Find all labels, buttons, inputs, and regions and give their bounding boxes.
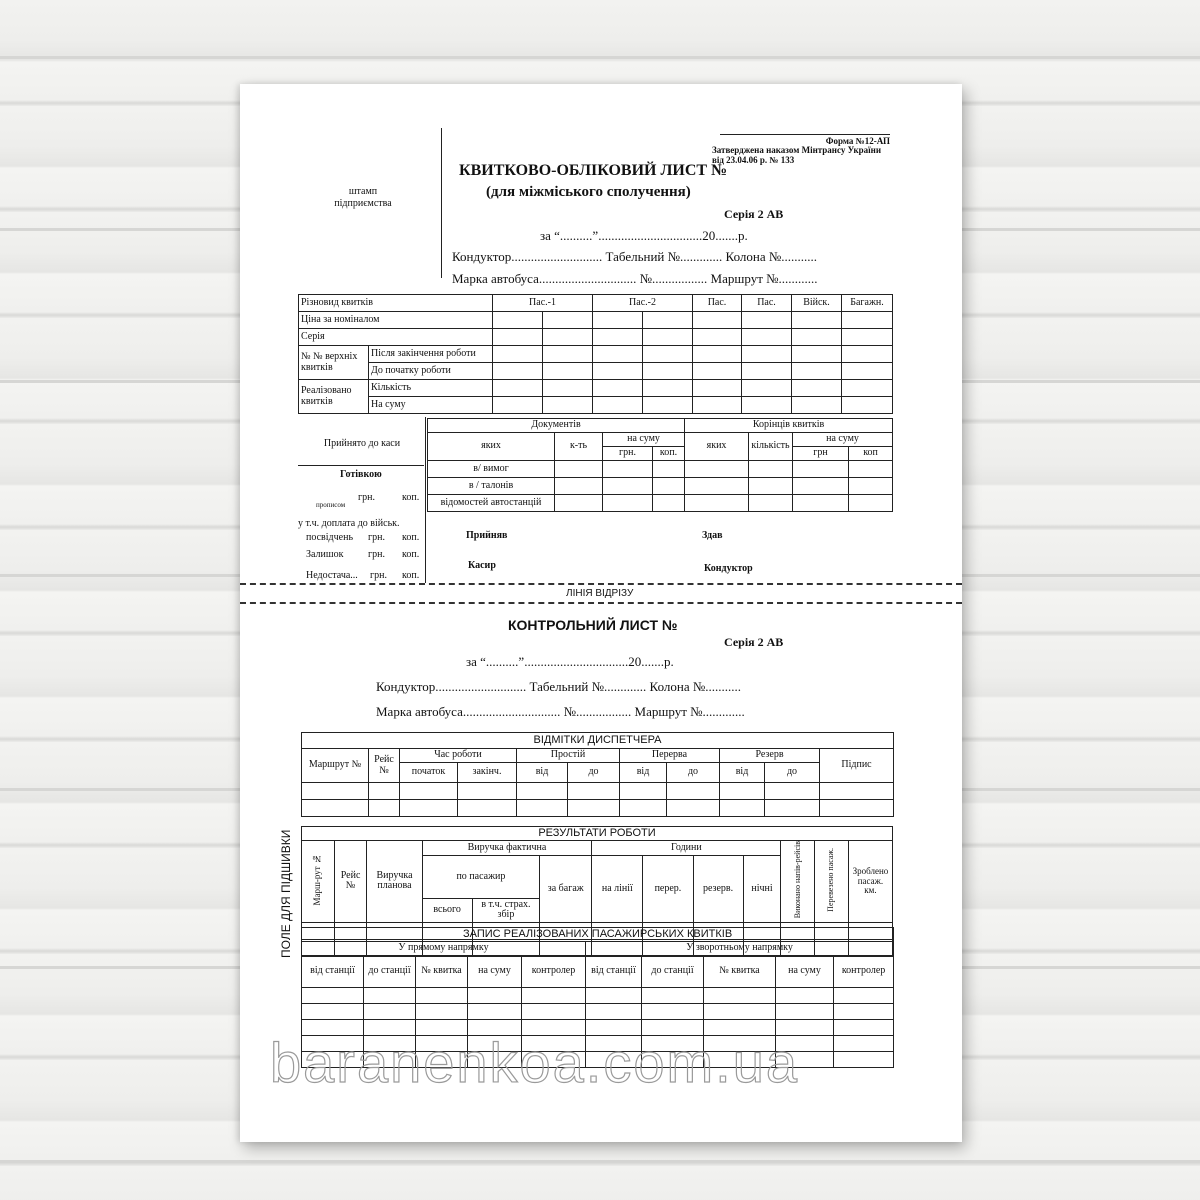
res-on-line: на лінії (592, 856, 643, 923)
cash-vertical (425, 417, 426, 583)
sum-label: На суму (369, 397, 493, 414)
col-pas-2: Пас. (742, 295, 792, 312)
res-breaks: перер. (643, 856, 693, 923)
disp-idle-to: до (568, 763, 620, 783)
kop-label: коп. (402, 492, 420, 503)
shortage-kop: коп. (402, 570, 420, 581)
ticket-kind-label: Різновид квитків (299, 295, 493, 312)
certs-kop: коп. (402, 532, 420, 543)
cut-line-bottom (240, 602, 962, 604)
shortage-label: Недостача... (306, 570, 358, 581)
after-work-label: Після закінчення роботи (369, 346, 493, 363)
back-sum: на суму (776, 956, 834, 988)
conductor-line: Кондуктор............................ Табельний №............. Колона №........... (452, 249, 818, 264)
disp-idle: Простій (517, 749, 620, 763)
stamp-label (318, 186, 408, 210)
back-ticket: № квитка (704, 956, 776, 988)
res-actual: Виручка фактична (422, 841, 592, 856)
res-hours: Години (592, 841, 781, 856)
doc-grn: грн. (603, 447, 653, 461)
binding-field-label: ПОЛЕ ДЛЯ ПІДШИВКИ (279, 829, 293, 958)
remainder-kop: коп. (402, 549, 420, 560)
sold-forward: У прямому напрямку (302, 942, 586, 956)
approved-date: від 23.04.06 р. № 133 (712, 155, 795, 165)
before-work-label: До початку роботи (369, 363, 493, 380)
cashier-label: Касир (468, 560, 496, 571)
control-date-line: за “..........”................................20.......р. (466, 654, 674, 669)
res-night: нічні (743, 856, 781, 923)
back-to: до станції (642, 956, 704, 988)
col-pas2: Пас.-2 (593, 295, 693, 312)
disp-work-time: Час роботи (400, 749, 517, 763)
stub-which: яких (685, 433, 749, 461)
disp-end: закінч. (458, 763, 517, 783)
doc-kop: коп. (653, 447, 685, 461)
certs-label: посвідчень (306, 532, 354, 543)
words-label: прописом (316, 501, 346, 509)
res-total: всього (422, 898, 472, 922)
res-by-passenger: по пасажир (422, 856, 540, 899)
conductor-sign-label: Кондуктор (704, 563, 753, 574)
doc-which: яких (428, 433, 555, 461)
stub-grn: грн (793, 447, 849, 461)
res-incl: в т.ч. страх. збір (472, 898, 539, 922)
res-planned: Виручка планова (367, 841, 422, 923)
stub-count: кількість (749, 433, 793, 461)
doc-row-demands: в/ вимог (428, 461, 555, 478)
uah-label: грн. (358, 492, 375, 503)
cash-label: Готівкою (340, 469, 382, 480)
certs-uah: грн. (368, 532, 385, 543)
shortage-uah: грн. (370, 570, 387, 581)
res-trip: Рейс № (334, 841, 367, 923)
disp-reserve-from: від (720, 763, 765, 783)
cut-line-top (240, 583, 962, 585)
disp-idle-from: від (517, 763, 568, 783)
handed-label: Здав (702, 530, 723, 541)
remainder-uah: грн. (368, 549, 385, 560)
control-bus-line: Марка автобуса.............................. №................. Маршрут №............. (376, 704, 745, 719)
res-reserve: резерв. (693, 856, 743, 923)
remainder-label: Залишок (306, 549, 344, 560)
disp-start: початок (400, 763, 458, 783)
accepted-label: Прийнято до каси (323, 438, 401, 449)
approved-text: Затверджена наказом Мінтрансу України (712, 145, 882, 155)
stub-sum: на суму (793, 433, 893, 447)
sold-backward: У зворотньому напрямку (586, 942, 894, 956)
page-title: КВИТКОВО-ОБЛІКОВИЙ ЛИСТ № (459, 162, 728, 179)
dispatcher-table (301, 732, 894, 817)
res-route: Марш-рут № (312, 853, 323, 906)
cut-line-label: ЛІНІЯ ВІДРІЗУ (566, 588, 634, 599)
col-military: Війск. (792, 295, 842, 312)
disp-break: Перерва (620, 749, 720, 763)
control-series: Серія 2 АВ (724, 635, 784, 649)
disp-reserve-to: до (765, 763, 820, 783)
count-label: Кількість (369, 380, 493, 397)
cash-divider (298, 465, 424, 466)
page-subtitle: (для міжміського сполучення) (486, 184, 691, 200)
back-from: від станції (586, 956, 642, 988)
control-conductor-line: Кондуктор............................ Табельний №............. Колона №........... (376, 679, 742, 694)
disp-signature: Підпис (820, 749, 894, 783)
received-label: Прийняв (466, 530, 508, 541)
sold-tickets-label: Реалізовано квитків (299, 380, 369, 414)
top-tickets-label: № № верхніх квитків (299, 346, 369, 380)
series-label: Серія 2 АВ (724, 207, 784, 221)
fwd-ticket: № квитка (416, 956, 468, 988)
disp-trip: Рейс № (369, 749, 400, 783)
doc-count: к-ть (555, 433, 603, 461)
res-km: Зроблено пасаж. км. (848, 841, 892, 923)
disp-route: Маршрут № (302, 749, 369, 783)
fwd-from: від станції (302, 956, 364, 988)
results-title: РЕЗУЛЬТАТИ РОБОТИ (302, 827, 893, 841)
stamp-line-1: штамп (348, 186, 378, 197)
sold-title: ЗАПИС РЕАЛІЗОВАНИХ ПАСАЖИРСЬКИХ КВИТКІВ (302, 928, 894, 942)
doc-row-stations: відомостей автостанцій (428, 495, 555, 512)
col-pas: Пас. (693, 295, 742, 312)
documents-table (427, 418, 893, 512)
date-line: за “..........”................................20.......р. (540, 228, 748, 243)
disp-break-from: від (620, 763, 667, 783)
fwd-to: до станції (364, 956, 416, 988)
dispatcher-title: ВІДМІТКИ ДИСПЕТЧЕРА (302, 733, 894, 749)
series-row-label: Серія (299, 329, 493, 346)
stubs-header: Корінців квитків (685, 419, 893, 433)
doc-sum: на суму (603, 433, 685, 447)
form-sheet (240, 84, 962, 1142)
disp-break-to: до (667, 763, 720, 783)
documents-header: Документів (428, 419, 685, 433)
back-controller: контролер (834, 956, 894, 988)
tickets-table (298, 294, 893, 414)
bus-line: Марка автобуса.............................. №................. Маршрут №............ (452, 271, 818, 286)
price-label: Ціна за номіналом (299, 312, 493, 329)
control-title: КОНТРОЛЬНИЙ ЛИСТ № (508, 617, 678, 633)
header-divider (441, 128, 442, 278)
form-number: Форма №12-АП (720, 134, 890, 146)
res-baggage: за багаж (540, 856, 592, 923)
res-done-trips: Виконано напів-рейсів (792, 841, 802, 919)
disp-reserve: Резерв (720, 749, 820, 763)
extra-label: у т.ч. доплата до військ. (298, 518, 400, 529)
col-pas1: Пас.-1 (493, 295, 593, 312)
fwd-sum: на суму (468, 956, 522, 988)
stamp-line-2: підприємства (334, 198, 392, 209)
stub-kop: коп (849, 447, 893, 461)
fwd-controller: контролер (522, 956, 586, 988)
col-baggage: Багажн. (842, 295, 893, 312)
doc-row-coupons: в / талонів (428, 478, 555, 495)
res-transported: Перевезено пасаж. (826, 847, 836, 912)
watermark: baranenkoa.com.ua (270, 1031, 800, 1094)
